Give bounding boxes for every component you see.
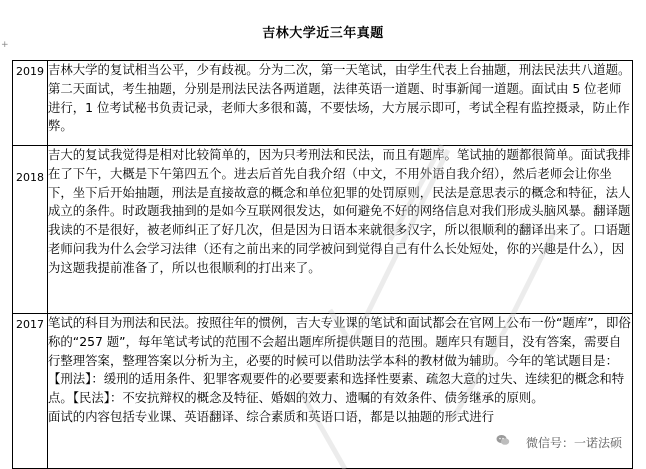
- table-row: [13, 61, 633, 146]
- content-text: 吉大的复试我觉得是相对比较简单的，因为只考刑法和民法，而且有题库。笔试抽的题都很简单。面试我排在了下午，大概是下午第四五个。进去后首先自我介绍（中文，不用外语自我介绍），然后老师会让你坐下，坐下后开始抽题，刑法是直接故意的概念和单位犯罪的处罚原则，民法是意思表示的概念和特征，法人成立的条件。时政题我抽到的是如今互联网很发达，如何避免不好的网络信息对我们形成头脑风暴。翻译题我读的不是很好，被老师纠正了好几次，但是因为日语本来就很多汉字，所以很顺利的翻译出来了。口语题老师问我为什么会学习法律（还有之前出来的同学被问到觉得自己有什么长处短处，你的兴趣是什么），因为这题我提前准备了，所以也很顺利的打出来了。: [48, 147, 631, 275]
- watermark-text: 微信号：一诺法硕: [525, 436, 622, 450]
- content-cell: [48, 61, 633, 146]
- table-move-handle[interactable]: +: [1, 40, 9, 50]
- content-text: 笔试的科目为刑法和民法。按照往年的惯例，吉大专业课的笔试和面试都会在官网上公布一份“题库”，即俗称的“257 题”，每年笔试考试的范围不会超出题库所提供题目的范围。题库只有题目，没有答案，需要自行整理答案，整理答案以分析为主，必要的时候可以借助法学本科的教材做为辅助。今年的笔试题目是：【刑法】：缓刑的适用条件、犯罪客观要件的必要要素和选择性要素、疏忽大意的过失、连续犯的概念和特点。【民法】：不安抗辩权的概念及特征、婚姻的效力、遗嘱的有效条件、债务继承的原则。: [48, 315, 631, 406]
- content-cell: [48, 146, 633, 314]
- year-cell: [13, 146, 48, 314]
- table-row: [13, 146, 633, 314]
- year-label: 2019: [16, 65, 44, 78]
- wechat-icon: [496, 433, 510, 447]
- document-title: 吉林大学近三年真题: [262, 26, 384, 41]
- exam-table: [12, 60, 633, 469]
- year-cell: [13, 61, 48, 146]
- year-label: 2018: [16, 171, 44, 184]
- content-text: 面试的内容包括专业课、英语翻译、综合素质和英语口语，都是以抽题的形式进行: [48, 408, 495, 424]
- year-cell: [13, 314, 48, 469]
- year-label: 2017: [16, 318, 44, 331]
- content-text: 吉林大学的复试相当公平，少有歧视。分为二次，第一天笔试，由学生代表上台抽题，刑法民法共八道题。第二天面试，考生抽题，分别是刑法民法各两道题，法律英语一道题、时事新闻一道题。面试由 5 位老师进行，1 位考试秘书负责记录，老师大多很和蔼，不要怯场，大方展示即可，考试全程有监控摄录，防止作弊。: [48, 62, 631, 134]
